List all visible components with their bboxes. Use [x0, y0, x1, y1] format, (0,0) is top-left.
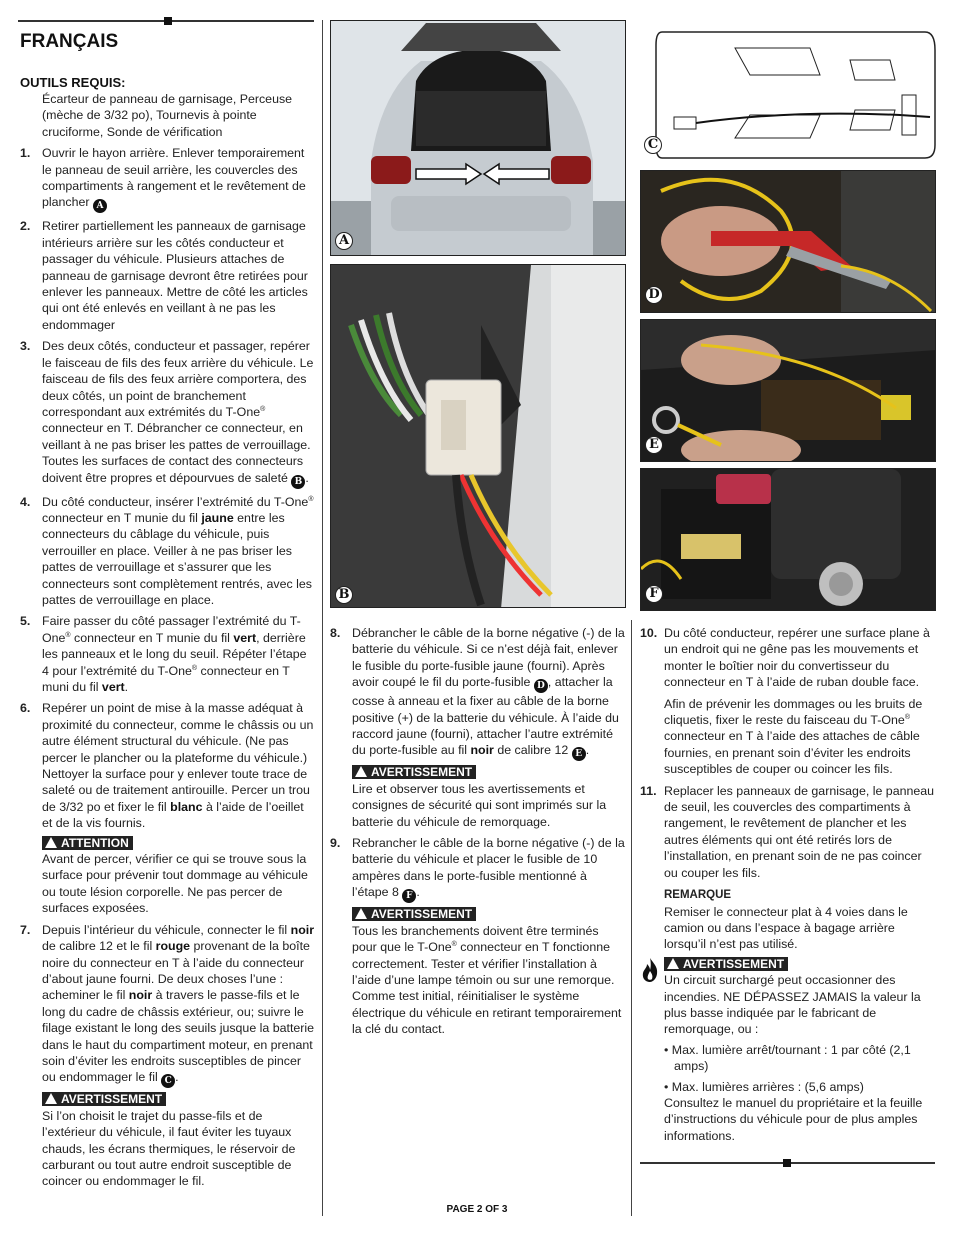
photo-e-ring-terminal — [640, 319, 936, 462]
figure-ref-e: E — [572, 747, 586, 761]
photo-f-fuse-battery — [640, 468, 936, 611]
warning-icon — [45, 1093, 57, 1104]
step-3: 3. Des deux côtés, conducteur et passager, repérer le faisceau de fils des feux arrière du véhicule. Le faisceau de fils des feux arrière comportera, des deux côtés, un point de branchement correspondant aux extrémités du T-One® connecteur en T. Débrancher ce connecteur, en veillant à ne pas briser les pattes de verrouillage. Toutes les surfaces de contact des connecteurs doivent être propres et dépourvues de saleté B . — [20, 339, 314, 487]
step-2: 2. Retirer partiellement les panneaux de garnisage intérieurs arrière sur les côtés conducteur et passager du véhicule. Plusieurs attaches de panneau de garnisage devront être retirées pour enlever les panneaux. Mettre de côté les articles qui ont été enlevés en veillant à ne pas les endommager — [20, 219, 308, 332]
figure-label-d: D — [645, 286, 663, 304]
bullet-stop-turn: • Max. lumière arrêt/tournant : 1 par côté (2,1 amps) — [664, 1042, 911, 1074]
page-number: PAGE 2 OF 3 — [446, 1204, 508, 1215]
figure-ref-d: D — [534, 679, 548, 693]
tools-title: OUTILS REQUIS: — [20, 75, 126, 90]
step-7: 7. Depuis l’intérieur du véhicule, connecter le fil noir de calibre 12 et le fil rouge provenant de la boîte noire du connecteur en T à l’aide du connecteur d’about jaune fourni. De deux choses l’une : acheminer le fil noir à travers le passe-fils et le long du cadre de châssis extérieur, ou; suivre le filage existant le long des seuils jusque la batterie dans le haut du compartiment moteur, en prenant soin d’éviter les endroits susceptibles de pincer ou endommager le fil C . AVERTISSEMENT Si l’on choisit le trajet du passe-fils et de l’extérieur du véhicule, il faut éviter les tuyaux chauds, les écrans thermiques, le réservoir de carburant ou tout autre endroit susceptible de coincer ou endommager le fil. — [20, 922, 315, 1189]
figure-label-f: F — [645, 585, 663, 603]
middle-column — [330, 625, 626, 1038]
figure-ref-c: C — [161, 1074, 175, 1088]
column-divider-2 — [631, 620, 632, 1216]
top-rule-left — [18, 20, 314, 22]
figure-label-c: C — [644, 136, 662, 154]
step-9: 9. Rebrancher le câble de la borne négative (-) de la batterie du véhicule et placer le fusible de 10 ampères dans le porte-fusible mentionné à l’étape 8 F . AVERTISSEMENT Tous les branchements doivent être terminés pour que le T-One® connecteur en T fonctionne correctement. Tester et vérifier l’installation à l’aide d’une lampe témoin ou sur une remorque. Comme test initial, réinitialiser le système électrique du véhicule en retirant temporairement la clé du contact. — [330, 836, 625, 1037]
warning-label-7: AVERTISSEMENT — [42, 1092, 166, 1106]
page-title: FRANÇAIS — [20, 31, 119, 52]
warning-label-9: AVERTISSEMENT — [352, 907, 476, 921]
bullet-tail-lights: • Max. lumières arrières : (5,6 amps) — [664, 1079, 864, 1094]
warning-icon — [355, 908, 367, 919]
step-4: 4. Du côté conducteur, insérer l’extrémité du T-One® connecteur en T munie du fil jaune entre les connecteurs du câblage du véhicule, puis verrouiller en place. Veiller à ne pas briser les pattes de verrouillage et s’assurer que les connecteurs sont complètement rentrés, avec les pattes de verrouillage en place. — [20, 494, 314, 607]
figure-ref-f: F — [402, 889, 416, 903]
bottom-rule-right — [640, 1162, 935, 1164]
warning-icon — [45, 837, 57, 848]
step-5: 5. Faire passer du côté passager l’extrémité du T-One® connecteur en T munie du fil vert, derrière les panneaux et le long du seuil. Répéter l’étape 4 pour l’extrémité du T-One® connecteur en T muni du fil vert. — [20, 614, 307, 694]
photo-a-hatchback — [330, 20, 626, 256]
step-10: 10. Du côté conducteur, repérer une surface plane à un endroit qui ne gêne pas les mouvements et monter le boîtier noir du convertisseur du connecteur en T à l’aide de ruban double face. Afin de prévenir les dommages ou les bruits de cliquetis, fixer le reste du faisceau du T-One® connecteur en T à l’aide des attaches de câble fournies, en prenant soin d’éviter les endroits susceptibles de couper ou coincer les fils. — [640, 626, 930, 777]
left-column — [20, 31, 316, 1190]
step-6: 6. Repérer un point de mise à la masse adéquat à proximité du connecteur, comme le châssis ou un autre élément structural du véhicule. (Ne pas percer le plancher ou la plateforme du véhicule.) Nettoyer la surface pour y enlever toute trace de saleté ou de traitement antirouille. Percer un trou de 3/32 po et fixer le fil blanc à l’aide de l’oeillet et de la vis fournis. ATTENTION Avant de percer, vérifier ce qui se trouve sous la surface pour prévenir tout dommage au véhicule ou toute lésion corporelle. Ne pas percer de surfaces exposées. — [20, 701, 314, 916]
figure-c-wiring-diagram — [640, 20, 936, 163]
fire-icon — [640, 957, 660, 983]
warning-label-8: AVERTISSEMENT — [352, 765, 476, 779]
warning-icon — [667, 958, 679, 969]
step-8: 8. Débrancher le câble de la borne négative (-) de la batterie du véhicule. Si ce n’est déjà fait, enlever le fusible du porte-fusible jaune (fourni). Après avoir coupé le fil du porte-fusible D , attacher la cosse à anneau et la fixer au câble de la borne positive (+) de la batterie du véhicule. À l’aide du raccord jaune (fourni), attacher l’autre extrémité du porte-fusible au fil noir de calibre 12 E . AVERTISSEMENT Lire et observer tous les avertissements et consignes de sécurité qui sont imprimés sur la batterie du véhicule de remorquage. — [330, 626, 625, 829]
step-1: 1. Ouvrir le hayon arrière. Enlever temporairement le panneau de seuil arrière, les couvercles des compartiments à rangement et le revêtement de plancher A — [20, 146, 306, 212]
figure-label-b: B — [335, 586, 353, 604]
column-divider-1 — [322, 20, 323, 1216]
figure-label-a: A — [335, 232, 353, 250]
figure-label-e: E — [645, 436, 663, 454]
tools-text: Écarteur de panneau de garnisage, Perceuse (mèche de 3/32 po), Tournevis à pointe cruciforme, Sonde de vérification — [42, 92, 293, 139]
photo-d-cutting-wire — [640, 170, 936, 313]
warning-icon — [355, 766, 367, 777]
figure-ref-a: A — [93, 199, 107, 213]
remarque-label: REMARQUE — [664, 889, 732, 902]
warning-label-11: AVERTISSEMENT — [664, 957, 788, 971]
photo-b-connector — [330, 264, 626, 608]
attention-label: ATTENTION — [42, 836, 133, 850]
right-column — [640, 625, 936, 1144]
figure-ref-b: B — [291, 475, 305, 489]
step-11: 11. Replacer les panneaux de garnisage, le panneau de seuil, les couvercles des compartiments à rangement, le revêtement de plancher et les autres éléments qui ont été retirés lors de l’installation, en prenant soin de ne pas coincer ou couper les fils. REMARQUE Remiser le connecteur plat à 4 voies dans le camion ou dans l’espace à bagage arrière lorsqu’il n’est pas utilisé. AVERTISSEMENT Un circuit surchargé peut occasionner des incendies. NE DÉPASSEZ JAMAIS la valeur la plus basse indiquée par le fabricant de remorquage, ou : • Max. lumière arrêt/tournant : 1 par côté (2,1 amps) • Max. lumières arrières : (5,6 amps) Consultez le manuel du propriétaire et la feuille d’instructions du véhicule pour de plus amples informations. — [640, 783, 935, 1143]
